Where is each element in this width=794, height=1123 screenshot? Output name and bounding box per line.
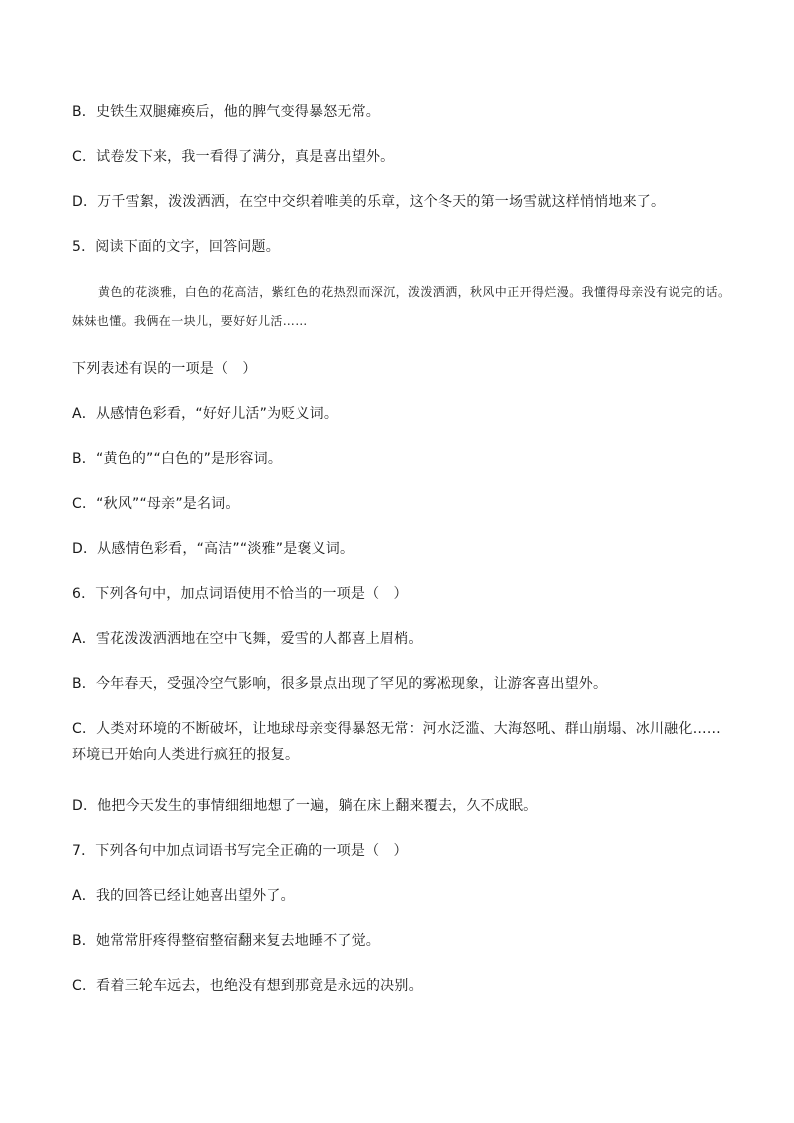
q5-reading-passage: 黄色的花淡雅，白色的花高洁，紫红色的花热烈而深沉，泼泼洒洒，秋风中正开得烂漫。我懂得母亲没有说完的话。妹妹也懂。我俩在一块儿，要好好儿活…… — [72, 285, 731, 328]
q5-option-a: A．从感情色彩看，“好好儿活”为贬义词。 — [72, 406, 339, 422]
q4-option-d: D．万千雪絮，泼泼洒洒，在空中交织着唯美的乐章，这个冬天的第一场雪就这样悄悄地来了。 — [72, 194, 666, 210]
q6-option-c: C．人类对环境的不断破坏，让地球母亲变得暴怒无常：河水泛滥、大海怒吼、群山崩塌、冰川融化……环境已开始向人类进行疯狂的报复。 — [72, 721, 721, 763]
q5-option-b: B．“黄色的”“白色的”是形容词。 — [72, 451, 283, 467]
q4-option-c: C．试卷发下来，我一看得了满分，真是喜出望外。 — [72, 149, 395, 165]
q6-option-a: A．雪花泼泼洒洒地在空中飞舞，爱雪的人都喜上眉梢。 — [72, 631, 423, 647]
q5-option-c: C．“秋风”“母亲”是名词。 — [72, 496, 240, 512]
q6-option-d: D．他把今天发生的事情细细地想了一遍，躺在床上翻来覆去，久不成眠。 — [72, 798, 538, 814]
q4-option-b: B．史铁生双腿瘫痪后，他的脾气变得暴怒无常。 — [72, 104, 381, 120]
q7-stem: 7．下列各句中加点词语书写完全正确的一项是（ ） — [72, 843, 408, 859]
q7-option-b: B．她常常肝疼得整宿整宿翻来复去地睡不了觉。 — [72, 933, 381, 949]
q6-option-b: B．今年春天，受强冷空气影响，很多景点出现了罕见的雾凇现象，让游客喜出望外。 — [72, 676, 608, 692]
q6-stem: 6．下列各句中，加点词语使用不恰当的一项是（ ） — [72, 586, 408, 602]
q7-option-a: A．我的回答已经让她喜出望外了。 — [72, 888, 295, 904]
q7-option-c: C．看着三轮车远去，也绝没有想到那竟是永远的决别。 — [72, 978, 423, 994]
q5-stem: 5．阅读下面的文字，回答问题。 — [72, 239, 280, 255]
q5-prompt: 下列表述有误的一项是（ ） — [72, 361, 257, 377]
q5-option-d: D．从感情色彩看，“高洁”“淡雅”是褒义词。 — [72, 541, 355, 557]
